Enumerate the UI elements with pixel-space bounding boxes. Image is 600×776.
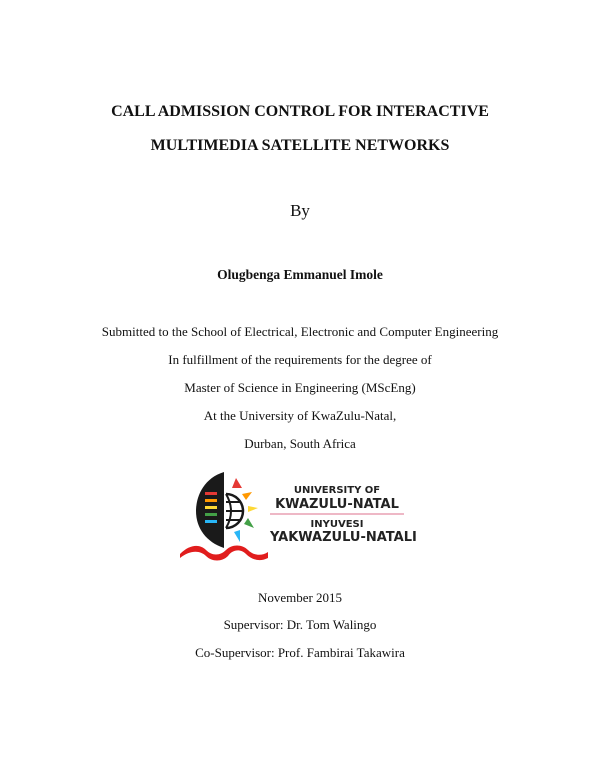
logo-text-kwazulu-natal: KWAZULU-NATAL (275, 497, 399, 512)
logo-text-inyuvesi: INYUVESI (310, 519, 364, 530)
submission-line: Master of Science in Engineering (MScEng) (184, 380, 416, 395)
submission-date: November 2015 (257, 590, 343, 605)
submission-line: Durban, South Africa (244, 436, 356, 451)
submission-line: At the University of KwaZulu-Natal, (203, 408, 397, 423)
submission-line: In fulfillment of the requirements for the degree of (168, 352, 432, 367)
co-supervisor: Co-Supervisor: Prof. Fambirai Takawira (195, 645, 405, 660)
logo-text-university-of: UNIVERSITY OF (293, 485, 381, 496)
author-name: Olugbenga Emmanuel Imole (217, 267, 383, 282)
logo-text-yakwazulu-natali: YAKWAZULU-NATALI (270, 530, 417, 545)
supervisor: Supervisor: Dr. Tom Walingo (223, 617, 377, 632)
submission-line: Submitted to the School of Electrical, Electronic and Computer Engineering (101, 324, 499, 339)
ukzn-emblem-icon (176, 466, 417, 564)
by-label: By (290, 201, 310, 220)
thesis-title-line-2: MULTIMEDIA SATELLITE NETWORKS (150, 137, 450, 154)
university-logo (176, 466, 417, 564)
thesis-title-line-1: CALL ADMISSION CONTROL FOR INTERACTIVE (111, 103, 489, 120)
